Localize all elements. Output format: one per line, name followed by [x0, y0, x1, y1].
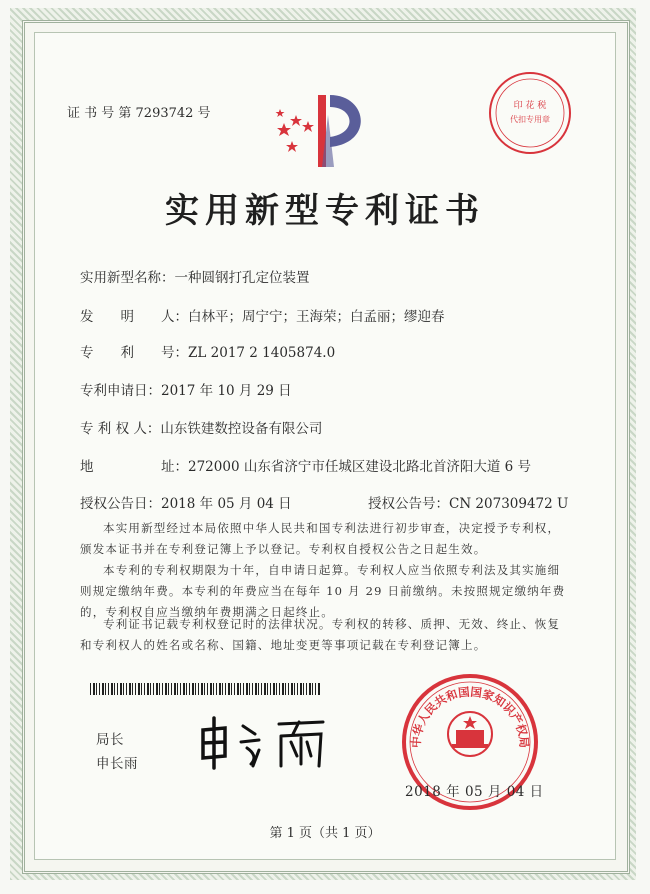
field-label: 专 利 号： — [80, 345, 188, 361]
field-application-date — [80, 379, 292, 399]
field-label: 发 明 人： — [80, 309, 188, 325]
paragraph-grant-statement: 本实用新型经过本局依照中华人民共和国专利法进行初步审查，决定授予专利权，颁发本证书并在专利登记簿上予以登记。专利权自授权公告之日起生效。 — [80, 521, 561, 556]
field-patent-number — [80, 341, 335, 361]
field-value: 山东铁建数控设备有限公司 — [160, 421, 323, 437]
signer-title: 局长 — [96, 732, 124, 748]
seal-text: 中华人民共和国国家知识产权局 — [408, 684, 532, 749]
patent-office-logo — [270, 85, 382, 175]
signer-name: 申长雨 — [96, 756, 138, 772]
signature — [195, 712, 335, 770]
paragraph-term-and-fees: 本专利的专利权期限为十年，自申请日起算。专利权人应当依照专利法及其实施细则规定缴纳年费。本专利的年费应当在每年 10 月 29 日前缴纳。未按照规定缴纳年费的，专利权自应当缴纳年费期满之日起终止。 — [80, 563, 566, 619]
field-label: 授权公告号： — [368, 496, 449, 512]
field-label: 授权公告日： — [80, 496, 161, 512]
tax-stamp — [485, 68, 575, 158]
field-inventors — [80, 305, 445, 325]
paragraph-legal-status: 专利证书记载专利权登记时的法律状况。专利权的转移、质押、无效、终止、恢复和专利权人的姓名或名称、国籍、地址变更等事项记载在专利登记簿上。 — [80, 617, 561, 652]
svg-text:代扣专用章: 代扣专用章 — [510, 115, 550, 124]
seal-date: 2018 年 05 月 04 日 — [405, 784, 544, 800]
field-label: 地 址： — [80, 459, 188, 475]
certificate-number: 证 书 号 第 7293742 号 — [67, 106, 211, 121]
svg-text:印 花 税: 印 花 税 — [513, 101, 547, 111]
field-label: 专利申请日： — [80, 383, 161, 399]
field-label: 专 利 权 人： — [80, 421, 161, 437]
field-value: 272000 山东省济宁市任城区建设北路北首济阳大道 6 号 — [188, 459, 531, 475]
certificate-title: 实用新型专利证书 — [165, 191, 485, 231]
field-value: ZL 2017 2 1405874.0 — [188, 345, 336, 361]
field-value: 一种圆钢打孔定位装置 — [174, 270, 310, 286]
field-value: CN 207309472 U — [449, 496, 569, 512]
field-address — [80, 455, 531, 475]
field-value: 2017 年 10 月 29 日 — [161, 383, 292, 399]
field-label: 实用新型名称： — [80, 270, 175, 286]
field-grant-date — [80, 492, 292, 512]
page-footer: 第 1 页（共 1 页） — [269, 826, 381, 841]
field-value: 白林平；周宁宁；王海荣；白孟丽；缪迎春 — [188, 309, 445, 325]
field-grant-number — [368, 492, 568, 512]
field-utility-model-name — [80, 266, 310, 286]
field-value: 2018 年 05 月 04 日 — [161, 496, 292, 512]
field-patentee — [80, 417, 322, 437]
barcode — [90, 683, 320, 695]
